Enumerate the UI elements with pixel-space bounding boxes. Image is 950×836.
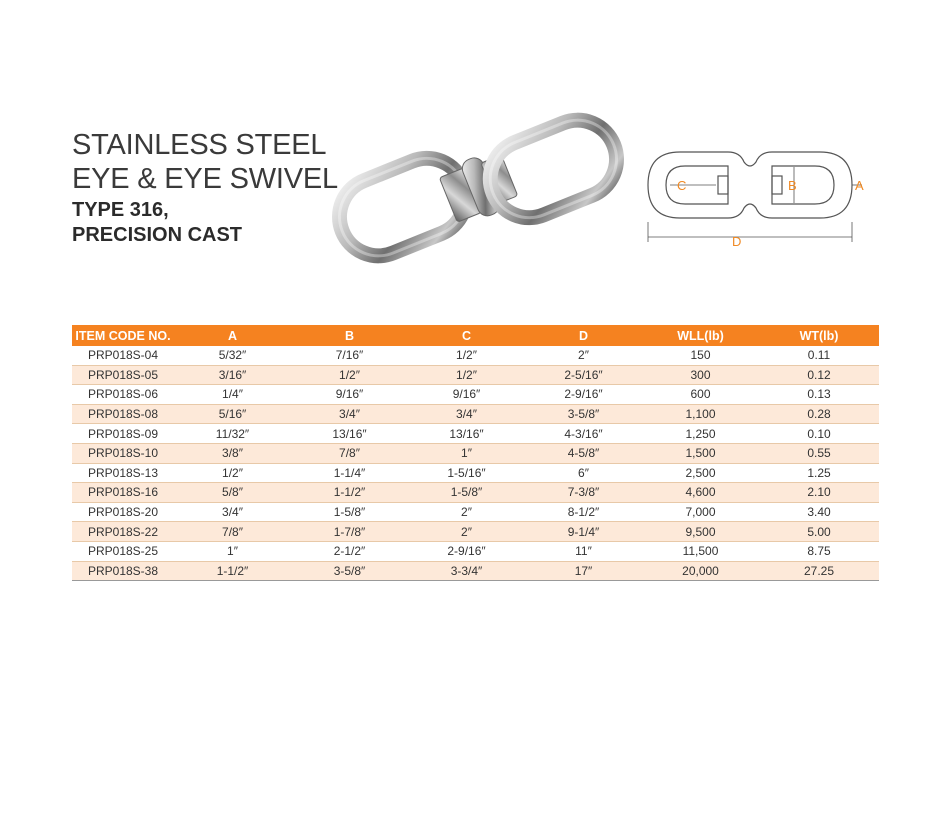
cell-b: 1-5/8″ xyxy=(291,502,408,522)
cell-c: 3-3/4″ xyxy=(408,561,525,581)
cell-wll: 1,100 xyxy=(642,404,759,424)
cell-wt: 0.12 xyxy=(759,365,879,385)
cell-c: 1-5/8″ xyxy=(408,483,525,503)
cell-item-code: PRP018S-05 xyxy=(72,365,174,385)
cell-wt: 0.11 xyxy=(759,346,879,365)
product-subtitle xyxy=(72,198,242,248)
cell-wll: 4,600 xyxy=(642,483,759,503)
dim-label-b: B xyxy=(788,178,797,193)
cell-b: 2-1/2″ xyxy=(291,541,408,561)
cell-a: 7/8″ xyxy=(174,522,291,542)
cell-d: 2-5/16″ xyxy=(525,365,642,385)
cell-item-code: PRP018S-10 xyxy=(72,443,174,463)
cell-c: 2″ xyxy=(408,522,525,542)
title-line-1: STAINLESS STEEL xyxy=(72,129,327,161)
cell-a: 1/4″ xyxy=(174,385,291,405)
cell-d: 6″ xyxy=(525,463,642,483)
product-title xyxy=(72,128,338,196)
table-row xyxy=(72,346,879,365)
dim-label-c: C xyxy=(677,178,687,193)
cell-c: 1/2″ xyxy=(408,365,525,385)
cell-wll: 300 xyxy=(642,365,759,385)
cell-c: 2″ xyxy=(408,502,525,522)
table-row xyxy=(72,502,879,522)
table-row xyxy=(72,385,879,405)
cell-wt: 0.55 xyxy=(759,443,879,463)
cell-b: 7/16″ xyxy=(291,346,408,365)
table-row xyxy=(72,365,879,385)
dim-label-a: A xyxy=(855,178,864,193)
cell-d: 9-1/4″ xyxy=(525,522,642,542)
cell-a: 1″ xyxy=(174,541,291,561)
cell-d: 2″ xyxy=(525,346,642,365)
cell-a: 5/32″ xyxy=(174,346,291,365)
column-header-wll: WLL(lb) xyxy=(642,325,759,346)
cell-d: 4-5/8″ xyxy=(525,443,642,463)
cell-b: 1-1/4″ xyxy=(291,463,408,483)
cell-c: 13/16″ xyxy=(408,424,525,444)
cell-wll: 150 xyxy=(642,346,759,365)
cell-wll: 9,500 xyxy=(642,522,759,542)
cell-item-code: PRP018S-06 xyxy=(72,385,174,405)
table-row xyxy=(72,483,879,503)
cell-d: 17″ xyxy=(525,561,642,581)
cell-c: 3/4″ xyxy=(408,404,525,424)
subtitle-line-1: TYPE 316, xyxy=(72,199,169,221)
column-header-a: A xyxy=(174,325,291,346)
cell-wt: 0.13 xyxy=(759,385,879,405)
cell-a: 3/4″ xyxy=(174,502,291,522)
cell-d: 4-3/16″ xyxy=(525,424,642,444)
cell-wt: 1.25 xyxy=(759,463,879,483)
swivel-product-image xyxy=(328,98,626,278)
table-row xyxy=(72,463,879,483)
cell-b: 1-7/8″ xyxy=(291,522,408,542)
dimension-diagram xyxy=(630,140,870,260)
cell-item-code: PRP018S-25 xyxy=(72,541,174,561)
cell-b: 1-1/2″ xyxy=(291,483,408,503)
cell-wll: 1,500 xyxy=(642,443,759,463)
cell-d: 11″ xyxy=(525,541,642,561)
cell-c: 1-5/16″ xyxy=(408,463,525,483)
table-row xyxy=(72,443,879,463)
cell-a: 11/32″ xyxy=(174,424,291,444)
column-header-d: D xyxy=(525,325,642,346)
cell-item-code: PRP018S-22 xyxy=(72,522,174,542)
specification-table xyxy=(72,325,879,581)
cell-wt: 2.10 xyxy=(759,483,879,503)
cell-item-code: PRP018S-16 xyxy=(72,483,174,503)
cell-a: 5/8″ xyxy=(174,483,291,503)
cell-wll: 20,000 xyxy=(642,561,759,581)
cell-b: 13/16″ xyxy=(291,424,408,444)
cell-item-code: PRP018S-08 xyxy=(72,404,174,424)
cell-wll: 2,500 xyxy=(642,463,759,483)
cell-wt: 0.28 xyxy=(759,404,879,424)
table-row xyxy=(72,424,879,444)
cell-b: 7/8″ xyxy=(291,443,408,463)
cell-wt: 5.00 xyxy=(759,522,879,542)
table-row xyxy=(72,522,879,542)
cell-c: 1/2″ xyxy=(408,346,525,365)
cell-a: 3/8″ xyxy=(174,443,291,463)
table-row xyxy=(72,404,879,424)
column-header-item-code: ITEM CODE NO. xyxy=(72,325,174,346)
cell-c: 9/16″ xyxy=(408,385,525,405)
cell-item-code: PRP018S-09 xyxy=(72,424,174,444)
cell-a: 1/2″ xyxy=(174,463,291,483)
dim-label-d: D xyxy=(732,234,742,249)
cell-a: 5/16″ xyxy=(174,404,291,424)
cell-wt: 0.10 xyxy=(759,424,879,444)
cell-b: 3/4″ xyxy=(291,404,408,424)
cell-item-code: PRP018S-13 xyxy=(72,463,174,483)
cell-item-code: PRP018S-38 xyxy=(72,561,174,581)
cell-b: 1/2″ xyxy=(291,365,408,385)
cell-b: 9/16″ xyxy=(291,385,408,405)
cell-wll: 7,000 xyxy=(642,502,759,522)
cell-wt: 8.75 xyxy=(759,541,879,561)
cell-b: 3-5/8″ xyxy=(291,561,408,581)
column-header-c: C xyxy=(408,325,525,346)
cell-wt: 3.40 xyxy=(759,502,879,522)
cell-a: 3/16″ xyxy=(174,365,291,385)
cell-d: 8-1/2″ xyxy=(525,502,642,522)
cell-wll: 1,250 xyxy=(642,424,759,444)
table-header-row xyxy=(72,325,879,346)
cell-d: 7-3/8″ xyxy=(525,483,642,503)
cell-wt: 27.25 xyxy=(759,561,879,581)
cell-d: 2-9/16″ xyxy=(525,385,642,405)
table-row xyxy=(72,561,879,581)
title-line-2: EYE & EYE SWIVEL xyxy=(72,163,338,195)
subtitle-line-2: PRECISION CAST xyxy=(72,224,243,246)
cell-wll: 600 xyxy=(642,385,759,405)
cell-wll: 11,500 xyxy=(642,541,759,561)
cell-a: 1-1/2″ xyxy=(174,561,291,581)
column-header-b: B xyxy=(291,325,408,346)
cell-item-code: PRP018S-04 xyxy=(72,346,174,365)
cell-c: 1″ xyxy=(408,443,525,463)
cell-item-code: PRP018S-20 xyxy=(72,502,174,522)
cell-c: 2-9/16″ xyxy=(408,541,525,561)
table-row xyxy=(72,541,879,561)
column-header-wt: WT(lb) xyxy=(759,325,879,346)
cell-d: 3-5/8″ xyxy=(525,404,642,424)
